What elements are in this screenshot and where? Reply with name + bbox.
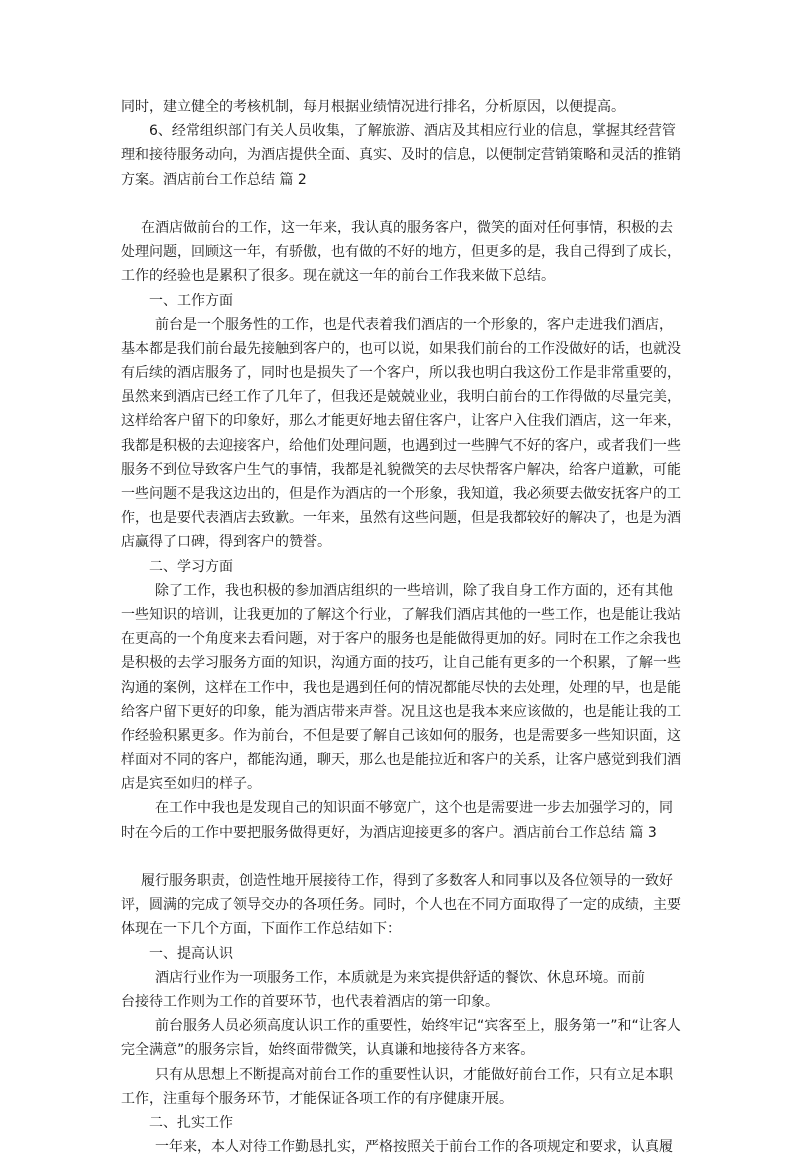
- text-line: 店赢得了口碑，得到客户的赞誉。: [121, 534, 331, 551]
- text-line: 工作，注重每个服务环节，才能保证各项工作的有序健康开展。: [121, 1090, 513, 1107]
- text-line: 工作的经验也是累积了很多。现在就这一年的前台工作我来做下总结。: [121, 268, 555, 285]
- text-line: 除了工作，我也积极的参加酒店组织的一些培训，除了我自身工作方面的，还有其他: [155, 582, 673, 599]
- text-line: 在工作中我也是发现自己的知识面不够宽广，这个也是需要进一步去加强学习的，同: [155, 800, 673, 817]
- text-line: 服务不到位导致客户生气的事情，我都是礼貌微笑的去尽快帮客户解决，给客户道歉，可能: [121, 461, 681, 478]
- text-line: 在更高的一个角度来去看问题，对于客户的服务也是能做得更加的好。同时在工作之余我也: [121, 631, 681, 648]
- text-line: 在酒店做前台的工作，这一年来，我认真的服务客户，微笑的面对任何事情，积极的去: [141, 219, 673, 236]
- text-line: 给客户留下更好的印象，能为酒店带来声誉。况且这也是我本来应该做的，也是能让我的工: [121, 703, 681, 720]
- text-line: 同时，建立健全的考核机制，每月根据业绩情况进行排名，分析原因，以便提高。: [121, 99, 625, 115]
- text-line: 评，圆满的完成了领导交办的各项任务。同时，个人也在不同方面取得了一定的成绩，主要: [121, 897, 681, 914]
- text-line: 只有从思想上不断提高对前台工作的重要性认识，才能做好前台工作，只有立足本职: [155, 1066, 673, 1083]
- text-line: 是积极的去学习服务方面的知识，沟通方面的技巧，让自己能有更多的一个积累，了解一些: [121, 655, 681, 672]
- text-line: 前台是一个服务性的工作，也是代表着我们酒店的一个形象的，客户走进我们酒店，: [155, 316, 673, 333]
- text-line: 完全满意”的服务宗旨，始终面带微笑，认真谦和地接待各方来客。: [121, 1042, 535, 1059]
- blank-line: [121, 192, 681, 216]
- text-line: 前台服务人员必须高度认识工作的重要性，始终牢记“宾客至上，服务第一”和“让客人: [155, 1018, 681, 1035]
- text-line: 这样给客户留下的印象好，那么才能更好地去留住客户，让客户入住我们酒店，这一年来，: [121, 413, 681, 430]
- text-line: 有后续的酒店服务了，同时也是损失了一个客户，所以我也明白我这份工作是非常重要的，: [121, 365, 681, 382]
- text-line: 一些问题不是我这边出的，但是作为酒店的一个形象，我知道，我必须要去做安抚客户的工: [121, 486, 681, 502]
- subheading: 二、扎实工作: [149, 1114, 233, 1131]
- text-line: 我都是积极的去迎接客户，给他们处理问题，也遇到过一些脾气不好的客户，或者我们一些: [121, 437, 681, 454]
- text-line: 体现在一下几个方面，下面作工作总结如下：: [121, 921, 401, 938]
- text-line: 处理问题，回顾这一年，有骄傲，也有做的不好的地方，但更多的是，我自己得到了成长，: [121, 244, 681, 261]
- text-line: 虽然来到酒店已经工作了几年了，但我还是兢兢业业，我明白前台的工作得做的尽量完美，: [121, 389, 681, 406]
- subheading: 一、提高认识: [149, 945, 233, 962]
- text-line: 店是宾至如归的样子。: [121, 776, 261, 793]
- text-line: 沟通的案例，这样在工作中，我也是遇到任何的情况都能尽快的去处理，处理的早，也是能: [121, 679, 681, 696]
- subheading: 一、工作方面: [149, 292, 233, 309]
- text-line: 基本都是我们前台最先接触到客户的，也可以说，如果我们前台的工作没做好的话，也就没: [121, 340, 681, 357]
- blank-line: [121, 845, 681, 869]
- section-heading-3: 时在今后的工作中要把服务做得更好，为酒店迎接更多的客户。酒店前台工作总结 篇 3: [121, 824, 657, 841]
- text-line: 履行服务职责，创造性地开展接待工作，得到了多数客人和同事以及各位领导的一致好: [141, 873, 673, 889]
- document-body: [121, 95, 681, 1159]
- text-line: 台接待工作则为工作的首要环节，也代表着酒店的第一印象。: [121, 993, 499, 1010]
- text-line: 作，也是要代表酒店去致歉。一年来，虽然有这些问题，但是我都较好的解决了，也是为酒: [121, 510, 681, 527]
- subheading: 二、学习方面: [149, 558, 233, 575]
- text-line: 酒店行业作为一项服务工作，本质就是为来宾提供舒适的餐饮、休息环境。而前: [155, 969, 645, 986]
- section-heading-2: 方案。酒店前台工作总结 篇 2: [121, 171, 307, 188]
- text-line: 作经验积累更多。作为前台，不但是要了解自己该如何的服务，也是需要多一些知识面，这: [121, 727, 681, 744]
- text-line: 一些知识的培训，让我更加的了解这个行业，了解我们酒店其他的一些工作，也是能让我站: [121, 606, 681, 623]
- text-line: 理和接待服务动向，为酒店提供全面、真实、及时的信息，以便制定营销策略和灵活的推销: [121, 147, 681, 164]
- text-line: 一年来，本人对待工作勤恳扎实，严格按照关于前台工作的各项规定和要求，认真履: [155, 1139, 673, 1156]
- text-line: 6、经常组织部门有关人员收集，了解旅游、酒店及其相应行业的信息，掌握其经营管: [149, 123, 676, 140]
- text-line: 样面对不同的客户，都能沟通，聊天，那么也是能拉近和客户的关系，让客户感觉到我们酒: [121, 752, 681, 769]
